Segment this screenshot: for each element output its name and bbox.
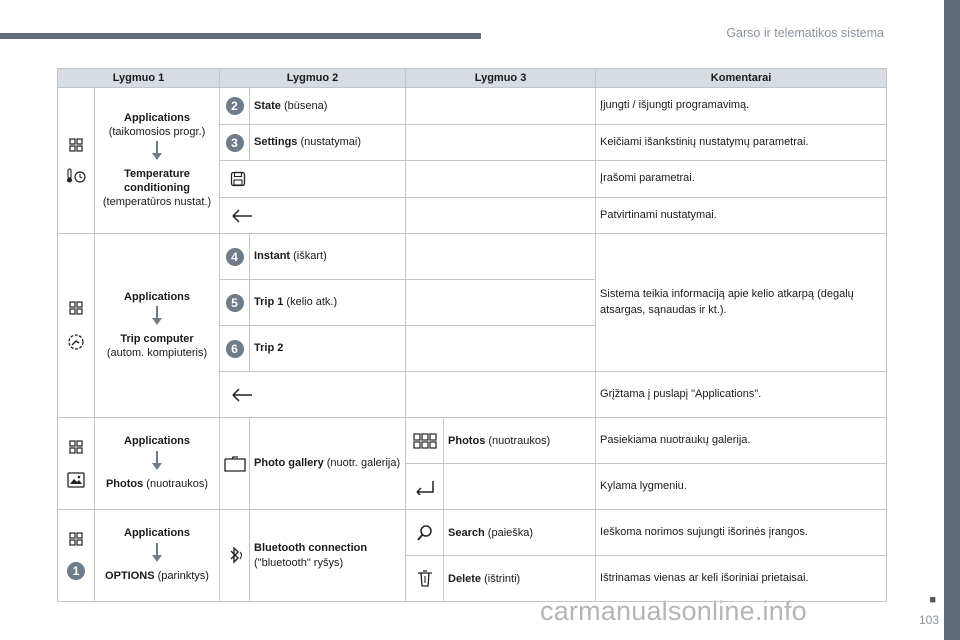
level3-empty: [406, 161, 596, 198]
page-header-title: Garso ir telematikos sistema: [726, 26, 884, 40]
level2-instant-label: Instant: [254, 250, 291, 263]
temperature-clock-icon: [66, 168, 86, 184]
badge-cell: [220, 125, 250, 161]
gallery-icon-cell: [220, 418, 250, 510]
header-level2: Lygmuo 2: [220, 69, 406, 88]
group1-level1: [95, 88, 220, 234]
apps-grid-icon: [69, 440, 83, 454]
level1-applications: Applications: [124, 527, 191, 540]
level3-delete-label: Delete: [448, 572, 482, 585]
search-icon[interactable]: [416, 524, 434, 542]
level1-applications-sub: (taikomosios progr.): [108, 125, 206, 138]
level2-bluetooth[interactable]: [250, 510, 406, 602]
level1-trip-computer: Trip computer: [120, 333, 194, 345]
header-bar: [0, 33, 481, 39]
level2-instant[interactable]: [250, 234, 406, 280]
number-badge: 6: [226, 340, 244, 358]
level2-trip2[interactable]: [250, 326, 406, 372]
group1-icons: [58, 88, 95, 234]
group3-icons: [58, 418, 95, 510]
comment-settings: Keičiami išankstinių nustatymų parametrai.: [596, 125, 887, 161]
back-arrow-icon[interactable]: [230, 208, 254, 224]
trash-icon[interactable]: [417, 570, 433, 588]
level3-empty: [406, 372, 596, 418]
number-badge: 5: [226, 294, 244, 312]
level3-empty: [444, 464, 596, 510]
level3-icon-cell[interactable]: [406, 418, 444, 464]
level3-photos-label: Photos: [448, 434, 486, 447]
comment-save: Įrašomi parametrai.: [596, 161, 887, 198]
level3-delete-sub: (ištrinti): [481, 572, 521, 585]
comment-confirm: Patvirtinami nustatymai.: [596, 198, 887, 234]
comment-level-up: Kylama lygmeniu.: [596, 464, 887, 510]
level3-empty: [406, 125, 596, 161]
level2-photo-gallery-label: Photo gallery: [254, 457, 324, 470]
back-arrow-icon[interactable]: [230, 387, 254, 403]
bluetooth-icon: [224, 547, 246, 565]
side-strip: [944, 0, 960, 640]
level2-state-label: State: [254, 99, 281, 112]
bluetooth-icon-cell: [220, 510, 250, 602]
down-arrow-icon: [152, 543, 162, 563]
level2-photo-gallery[interactable]: [250, 418, 406, 510]
level3-icon-cell[interactable]: [406, 556, 444, 602]
trip-computer-icon: [67, 333, 85, 351]
number-badge: 2: [226, 97, 244, 115]
comment-state: Įjungti / išjungti programavimą.: [596, 88, 887, 125]
down-arrow-icon: [152, 451, 162, 471]
level3-empty: [406, 280, 596, 326]
return-arrow-icon[interactable]: [414, 479, 436, 495]
level3-search[interactable]: [444, 510, 596, 556]
comment-back-applications: Grįžtama į puslapį "Applications".: [596, 372, 887, 418]
level3-search-sub: (paieška): [484, 526, 534, 539]
grid-icon[interactable]: [413, 433, 437, 449]
number-badge: 4: [226, 248, 244, 266]
level3-empty: [406, 198, 596, 234]
down-arrow-icon: [152, 306, 162, 326]
apps-grid-icon: [69, 301, 83, 315]
level2-trip1-label: Trip 1: [254, 296, 284, 309]
badge-cell: [220, 326, 250, 372]
level3-photos[interactable]: [444, 418, 596, 464]
down-arrow-icon: [152, 141, 162, 161]
group2-level1: [95, 234, 220, 418]
level2-instant-sub: (iškart): [290, 250, 327, 263]
number-badge: 3: [226, 134, 244, 152]
back-cell[interactable]: [220, 372, 406, 418]
header-comments: Komentarai: [596, 69, 887, 88]
save-cell[interactable]: [220, 161, 406, 198]
photos-icon: [67, 472, 85, 488]
level1-options: OPTIONS: [105, 569, 155, 582]
header-level1: Lygmuo 1: [58, 69, 220, 88]
comment-delete: Ištrinamas vienas ar keli išoriniai prietaisai.: [596, 556, 887, 602]
level3-photos-sub: (nuotraukos): [485, 434, 551, 447]
level3-icon-cell[interactable]: [406, 510, 444, 556]
level1-applications: Applications: [124, 435, 191, 448]
level3-empty: [406, 326, 596, 372]
level3-delete[interactable]: [444, 556, 596, 602]
apps-grid-icon: [69, 138, 83, 152]
level2-state[interactable]: [250, 88, 406, 125]
level3-search-label: Search: [448, 526, 485, 539]
group2-icons: [58, 234, 95, 418]
group3-level1: [95, 418, 220, 510]
level2-state-sub: (būsena): [280, 99, 328, 112]
header-level3: Lygmuo 3: [406, 69, 596, 88]
level1-photos-sub: (nuotraukos): [143, 477, 209, 490]
level2-trip1-sub: (kelio atk.): [283, 296, 338, 309]
level2-bluetooth-label: Bluetooth connection: [254, 541, 368, 554]
group4-icons: [58, 510, 95, 602]
level2-trip1[interactable]: [250, 280, 406, 326]
level1-applications: Applications: [124, 290, 191, 303]
level1-trip-computer-sub: (autom. kompiuteris): [106, 346, 208, 359]
menu-table: [57, 68, 887, 602]
level2-photo-gallery-sub: (nuotr. galerija): [323, 457, 401, 470]
page-dot: ■: [929, 594, 936, 606]
watermark: carmanualsonline.info: [540, 596, 807, 626]
level1-temperature-sub: (temperatūros nustat.): [102, 195, 212, 208]
comment-trip: Sistema teikia informaciją apie kelio atkarpą (degalų atsargas, sąnaudas ir kt.).: [596, 234, 887, 372]
comment-search: Ieškoma norimos sujungti išorinės įrangos.: [596, 510, 887, 556]
level1-options-sub: (parinktys): [154, 569, 209, 582]
badge-cell: [220, 88, 250, 125]
level1-photos: Photos: [105, 477, 144, 490]
level1-temperature: Temperature conditioning: [124, 168, 190, 194]
badge-cell: [220, 234, 250, 280]
group4-level1: [95, 510, 220, 602]
page-number: 103: [918, 613, 939, 627]
folder-icon: [224, 456, 246, 472]
level2-settings-sub: (nustatymai): [297, 136, 361, 149]
save-icon[interactable]: [230, 171, 246, 187]
confirm-back-cell[interactable]: [220, 198, 406, 234]
level3-empty: [406, 88, 596, 125]
badge-cell: [220, 280, 250, 326]
level3-icon-cell[interactable]: [406, 464, 444, 510]
apps-grid-icon: [69, 532, 83, 546]
level2-trip2-label: Trip 2: [254, 342, 284, 355]
level1-applications: Applications: [124, 111, 191, 124]
level3-empty: [406, 234, 596, 280]
level2-bluetooth-sub: ("bluetooth" ryšys): [254, 556, 344, 569]
number-badge: 1: [67, 562, 85, 580]
comment-photos: Pasiekiama nuotraukų galerija.: [596, 418, 887, 464]
level2-settings[interactable]: [250, 125, 406, 161]
level2-settings-label: Settings: [254, 136, 298, 149]
